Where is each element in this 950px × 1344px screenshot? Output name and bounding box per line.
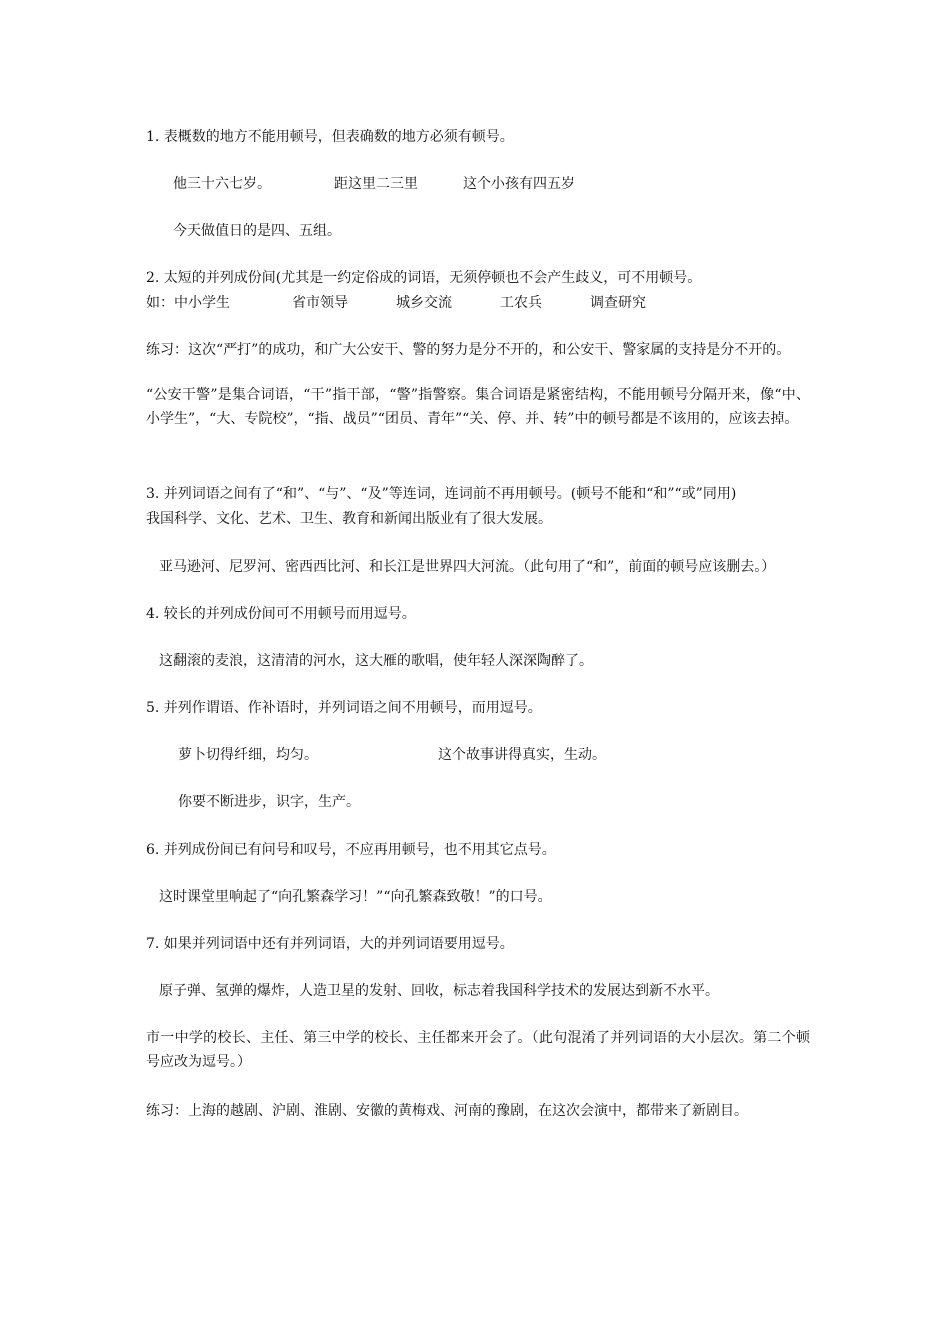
example-text: 如：中小学生	[146, 295, 230, 311]
example-text: 这个小孩有四五岁	[463, 176, 575, 192]
example-text: 我国科学、文化、艺术、卫生、教育和新闻出版业有了很大发展。	[146, 511, 552, 527]
example-text: 今天做值日的是四、五组。	[173, 223, 341, 239]
example-text: 原子弹、氢弹的爆炸，人造卫星的发射、回收，标志着我国科学技术的发展达到新不水平。	[159, 983, 719, 999]
example-text: 亚马逊河、尼罗河、密西西比河、和长江是世界四大河流。（此句用了“和”，前面的顿号应该删去。）	[159, 559, 776, 575]
example-text: 城乡交流	[396, 295, 452, 311]
practice-text: 练习：这次“严打”的成功，和广大公安干、警的努力是分不开的，和公安干、警家属的支持是分不开的。	[146, 342, 791, 358]
explanation-paragraph: 市一中学的校长、主任、第三中学的校长、主任都来开会了。（此句混淆了并列词语的大小层次。第二个顿号应改为逗号。）	[146, 1030, 810, 1070]
example-text: 萝卜切得纤细，均匀。	[178, 747, 318, 763]
example-text: 他三十六七岁。	[173, 176, 271, 192]
rule-2-heading: 2. 太短的并列成份间(尤其是一约定俗成的词语，无须停顿也不会产生歧义，可不用顿号。	[146, 270, 702, 286]
example-text: 这时课堂里响起了“向孔繁森学习！”“向孔繁森致敬！”的口号。	[159, 889, 552, 905]
example-text: 这个故事讲得真实，生动。	[438, 747, 606, 763]
example-text: 工农兵	[500, 295, 542, 311]
example-text: 这翻滚的麦浪，这清清的河水，这大雁的歌唱，使年轻人深深陶醉了。	[159, 653, 593, 669]
example-text: 距这里二三里	[334, 176, 418, 192]
rule-4-heading: 4. 较长的并列成份间可不用顿号而用逗号。	[146, 606, 416, 622]
rule-7-heading: 7. 如果并列词语中还有并列词语，大的并列词语要用逗号。	[146, 936, 514, 952]
rule-6-heading: 6. 并列成份间已有问号和叹号，不应再用顿号，也不用其它点号。	[146, 842, 556, 858]
practice-text: 练习：上海的越剧、沪剧、淮剧、安徽的黄梅戏、河南的豫剧，在这次会演中，都带来了新剧目。	[146, 1103, 748, 1119]
example-text: 调查研究	[590, 295, 646, 311]
explanation-paragraph: “公安干警”是集合词语，“干”指干部，“警”指警察。集合词语是紧密结构，不能用顿号分隔开来，像“中、小学生”，“大、专院校”，“指、战员”“团员、青年”“关、停、并、转”中的顿号都是不该用的，应该去掉。	[146, 387, 810, 427]
example-text: 你要不断进步，识字，生产。	[178, 794, 360, 810]
rule-1-heading: 1. 表概数的地方不能用顿号，但表确数的地方必须有顿号。	[146, 129, 514, 145]
rule-5-heading: 5. 并列作谓语、作补语时，并列词语之间不用顿号，而用逗号。	[146, 700, 542, 716]
example-text: 省市领导	[292, 295, 348, 311]
rule-3-heading: 3. 并列词语之间有了“和”、“与”、“及”等连词，连词前不再用顿号。(顿号不能和“和”“或”同用)	[146, 486, 737, 502]
